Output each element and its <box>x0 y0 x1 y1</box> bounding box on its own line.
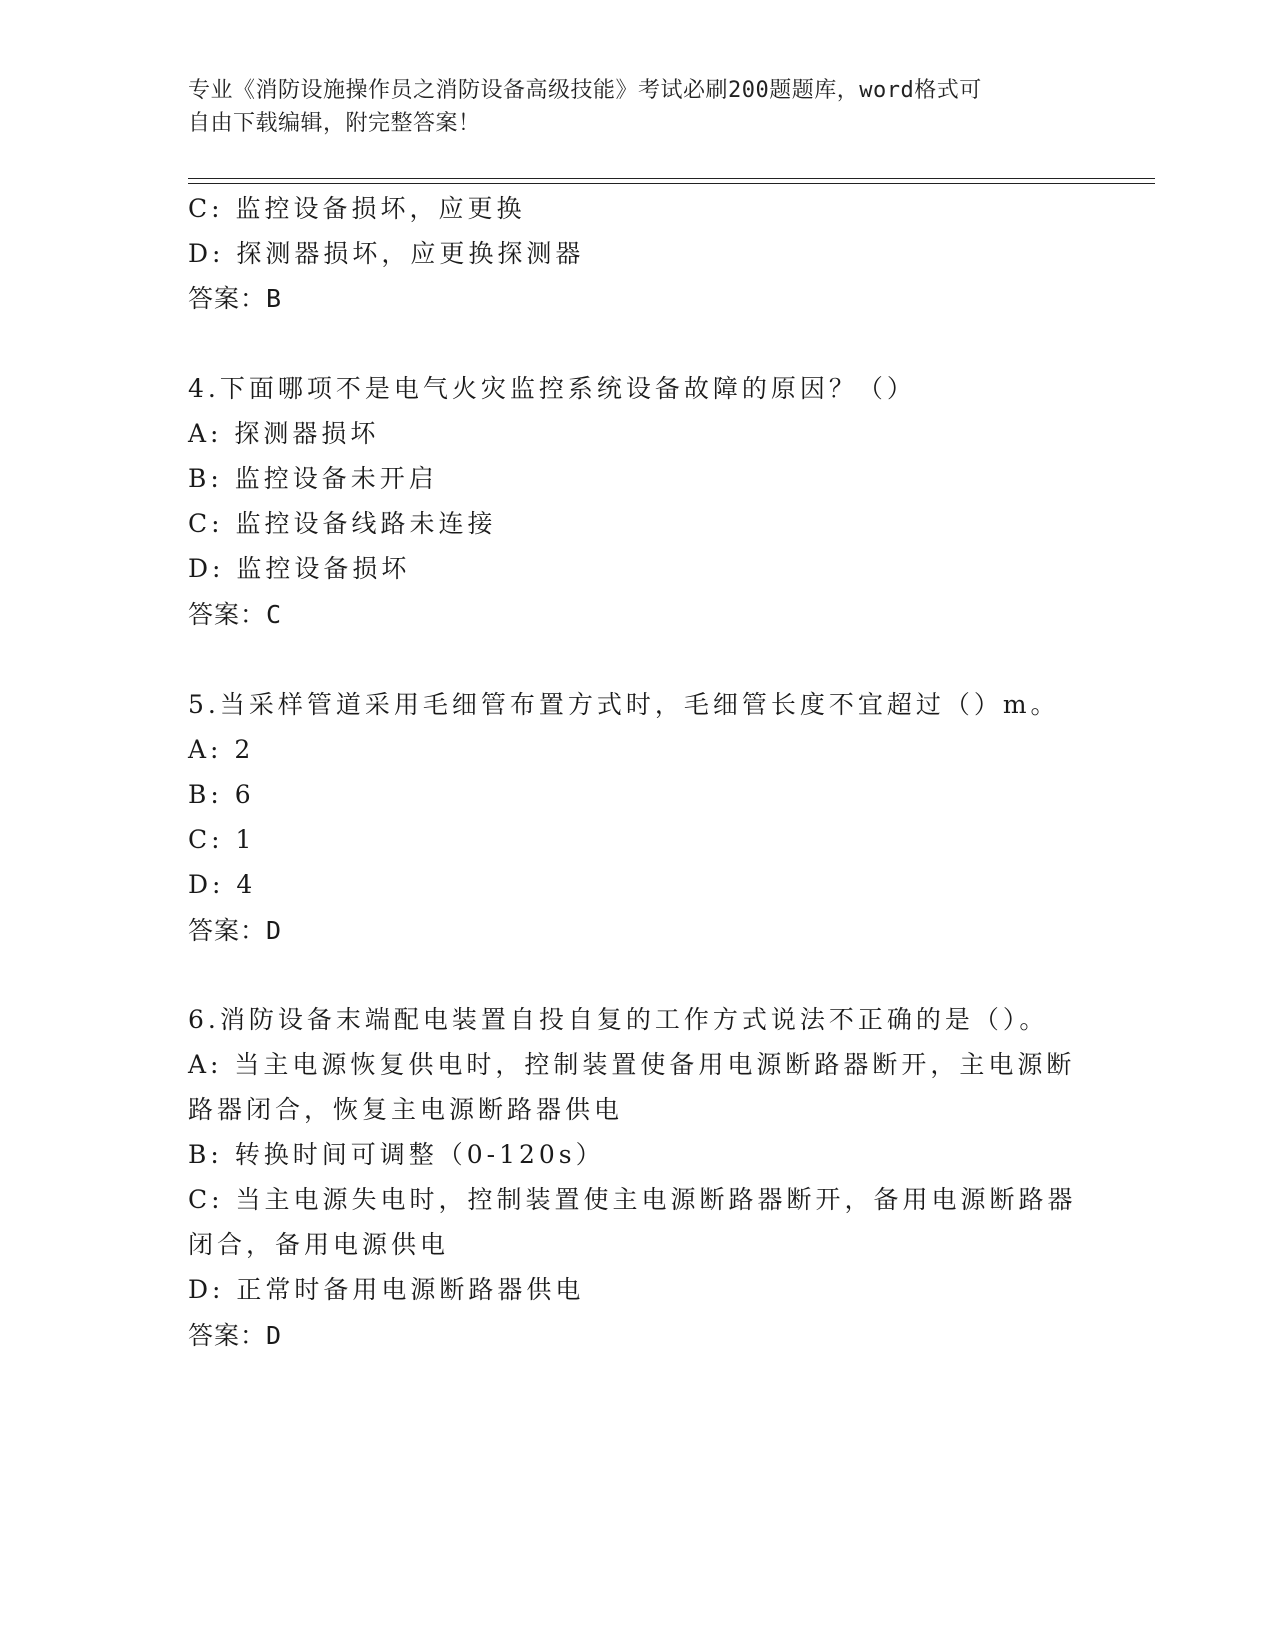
q5-option-b: B: 6 <box>188 780 255 809</box>
q6-option-c-line-2: 闭合，备用电源供电 <box>188 1230 450 1259</box>
q3-answer: 答案：B <box>188 284 283 313</box>
header-line-2: 自由下载编辑，附完整答案！ <box>188 111 481 136</box>
q4-option-d: D: 监控设备损坏 <box>188 554 411 583</box>
q5-option-d: D: 4 <box>188 870 257 899</box>
q6-option-a-line-2: 路器闭合，恢复主电源断路器供电 <box>188 1095 624 1124</box>
q3-option-d: D: 探测器损坏，应更换探测器 <box>188 239 585 268</box>
q4-option-a: A: 探测器损坏 <box>188 419 380 448</box>
q5-question: 5.当采样管道采用毛细管布置方式时，毛细管长度不宜超过（）m。 <box>188 690 1060 719</box>
q6-option-b: B: 转换时间可调整（0-120s） <box>188 1140 605 1169</box>
q6-option-a-line-1: A: 当主电源恢复供电时，控制装置使备用电源断路器断开，主电源断 <box>188 1050 1076 1079</box>
q3-option-c: C: 监控设备损坏，应更换 <box>188 194 526 223</box>
document-header <box>188 74 1068 140</box>
q5-answer: 答案：D <box>188 916 283 945</box>
q4-question: 4.下面哪项不是电气火灾监控系统设备故障的原因？（） <box>188 374 916 403</box>
q6-option-c-line-1: C: 当主电源失电时，控制装置使主电源断路器断开，备用电源断路器 <box>188 1185 1077 1214</box>
q4-answer: 答案：C <box>188 600 283 629</box>
q6-question: 6.消防设备末端配电装置自投自复的工作方式说法不正确的是（）。 <box>188 1005 1049 1034</box>
header-divider-bottom <box>188 183 1155 184</box>
header-line-1: 专业《消防设施操作员之消防设备高级技能》考试必刷200题题库，word格式可 <box>188 78 982 103</box>
q4-option-c: C: 监控设备线路未连接 <box>188 509 497 538</box>
q5-option-a: A: 2 <box>188 735 255 764</box>
q5-option-c: C: 1 <box>188 825 256 854</box>
q6-option-d: D: 正常时备用电源断路器供电 <box>188 1275 585 1304</box>
header-divider-top <box>188 178 1155 179</box>
q4-option-b: B: 监控设备未开启 <box>188 464 438 493</box>
q6-answer: 答案：D <box>188 1321 283 1350</box>
